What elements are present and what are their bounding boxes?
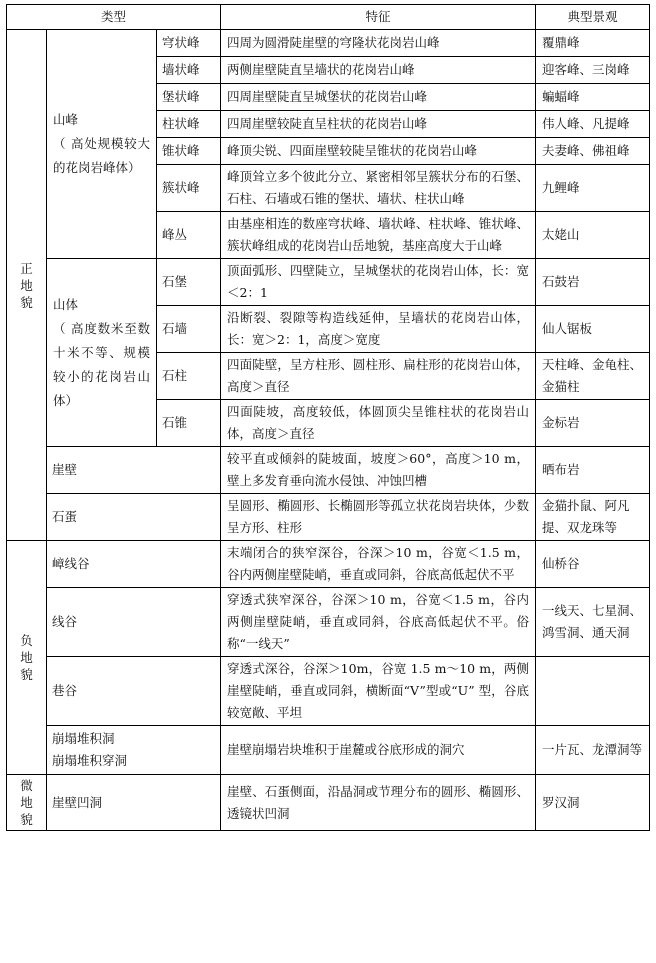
example-cell: 伟人峰、凡提峰 [536,111,650,138]
table-row [7,541,650,588]
type-cell: 簇状峰 [157,165,221,212]
example-cell: 九鲤峰 [536,165,650,212]
example-cell: 石鼓岩 [536,259,650,306]
example-cell: 太姥山 [536,212,650,259]
feature-cell: 沿断裂、裂隙等构造线延伸，呈墙状的花岗岩山体，长：宽＞2：1，高度＞宽度 [221,306,536,353]
subcategory-alley-valley: 巷谷 [47,657,221,726]
table-row [7,259,650,306]
feature-cell: 四面陡坡，高度较低，体圆顶尖呈锥柱状的花岗岩山体，高度＞直径 [221,400,536,447]
header-feature: 特征 [221,5,536,30]
table-row [7,447,650,494]
feature-cell: 峰顶耸立多个彼此分立、紧密相邻呈簇状分布的石堡、石柱、石墙或石锥的堡状、墙状、柱状山峰 [221,165,536,212]
subcategory-egg: 石蛋 [47,494,221,541]
feature-cell: 穿透式深谷，谷深＞10m，谷宽 1.5 m～10 m，两侧崖壁陡峭，垂直或同斜，横断面“V”型或“U” 型，谷底较宽敞、平坦 [221,657,536,726]
subcategory-hill: 山体 （ 高度数米至数十米不等、规模较小的花岗岩山体） [47,259,157,447]
type-cell: 石柱 [157,353,221,400]
example-cell: 覆鼎峰 [536,30,650,57]
subcategory-collapse-cave: 崩塌堆积洞 崩塌堆积穿洞 [47,726,221,775]
table-row [7,588,650,657]
table-row [7,657,650,726]
subcategory-cliff: 崖壁 [47,447,221,494]
header-example: 典型景观 [536,5,650,30]
header-type: 类型 [7,5,221,30]
example-cell [536,657,650,726]
example-cell: 金标岩 [536,400,650,447]
feature-cell: 两侧崖壁陡直呈墙状的花岗岩山峰 [221,57,536,84]
category-positive: 正地貌 [7,30,47,541]
feature-cell: 四周崖壁陡直呈城堡状的花岗岩山峰 [221,84,536,111]
subcategory-line-valley: 线谷 [47,588,221,657]
type-cell: 石锥 [157,400,221,447]
example-cell: 天柱峰、金龟柱、金猫柱 [536,353,650,400]
example-cell: 迎客峰、三岗峰 [536,57,650,84]
subcategory-peak: 山峰 （ 高处规模较大的花岗岩峰体） [47,30,157,259]
feature-cell: 崖壁崩塌岩块堆积于崖麓或谷底形成的洞穴 [221,726,536,775]
type-cell: 柱状峰 [157,111,221,138]
table-row [7,726,650,775]
type-cell: 锥状峰 [157,138,221,165]
type-cell: 穹状峰 [157,30,221,57]
feature-cell: 呈圆形、椭圆形、长椭圆形等孤立状花岗岩块体，少数呈方形、柱形 [221,494,536,541]
feature-cell: 四面陡壁，呈方柱形、圆柱形、扁柱形的花岗岩山体，高度＞直径 [221,353,536,400]
example-cell: 仙桥谷 [536,541,650,588]
example-cell: 一线天、七星洞、鸿雪洞、通天洞 [536,588,650,657]
example-cell: 一片瓦、龙潭洞等 [536,726,650,775]
type-cell: 峰丛 [157,212,221,259]
table-row [7,30,650,57]
example-cell: 罗汉洞 [536,775,650,831]
table-row [7,775,650,831]
landform-table [6,4,650,831]
feature-cell: 顶面弧形、四壁陡立，呈城堡状的花岗岩山体，长：宽＜2：1 [221,259,536,306]
feature-cell: 峰顶尖锐、四面崖壁较陡呈锥状的花岗岩山峰 [221,138,536,165]
feature-cell: 由基座相连的数座穹状峰、墙状峰、柱状峰、锥状峰、簇状峰组成的花岗岩山岳地貌，基座高度大于山峰 [221,212,536,259]
type-cell: 墙状峰 [157,57,221,84]
header-row [7,5,650,30]
feature-cell: 穿透式狭窄深谷，谷深＞10 m，谷宽＜1.5 m，谷内两侧崖壁陡峭，垂直或同斜，谷底高低起伏不平。俗称“一线天” [221,588,536,657]
category-micro: 微地貌 [7,775,47,831]
type-cell: 石堡 [157,259,221,306]
feature-cell: 四周崖壁较陡直呈柱状的花岗岩山峰 [221,111,536,138]
example-cell: 金猫扑鼠、阿凡提、双龙珠等 [536,494,650,541]
example-cell: 夫妻峰、佛祖峰 [536,138,650,165]
category-negative: 负地貌 [7,541,47,775]
subcategory-cliff-hollow: 崖壁凹洞 [47,775,221,831]
example-cell: 蝙蝠峰 [536,84,650,111]
example-cell: 晒布岩 [536,447,650,494]
type-cell: 堡状峰 [157,84,221,111]
feature-cell: 较平直或倾斜的陡坡面，坡度＞60°，高度＞10 m，壁上多发育垂向流水侵蚀、冲蚀凹槽 [221,447,536,494]
table-row [7,494,650,541]
feature-cell: 四周为圆滑陡崖壁的穹隆状花岗岩山峰 [221,30,536,57]
example-cell: 仙人锯板 [536,306,650,353]
feature-cell: 末端闭合的狭窄深谷，谷深＞10 m，谷宽＜1.5 m，谷内两侧崖壁陡峭，垂直或同斜，谷底高低起伏不平 [221,541,536,588]
feature-cell: 崖壁、石蛋侧面，沿晶洞或节理分布的圆形、椭圆形、透镜状凹洞 [221,775,536,831]
type-cell: 石墙 [157,306,221,353]
subcategory-narrow-valley: 嶂线谷 [47,541,221,588]
